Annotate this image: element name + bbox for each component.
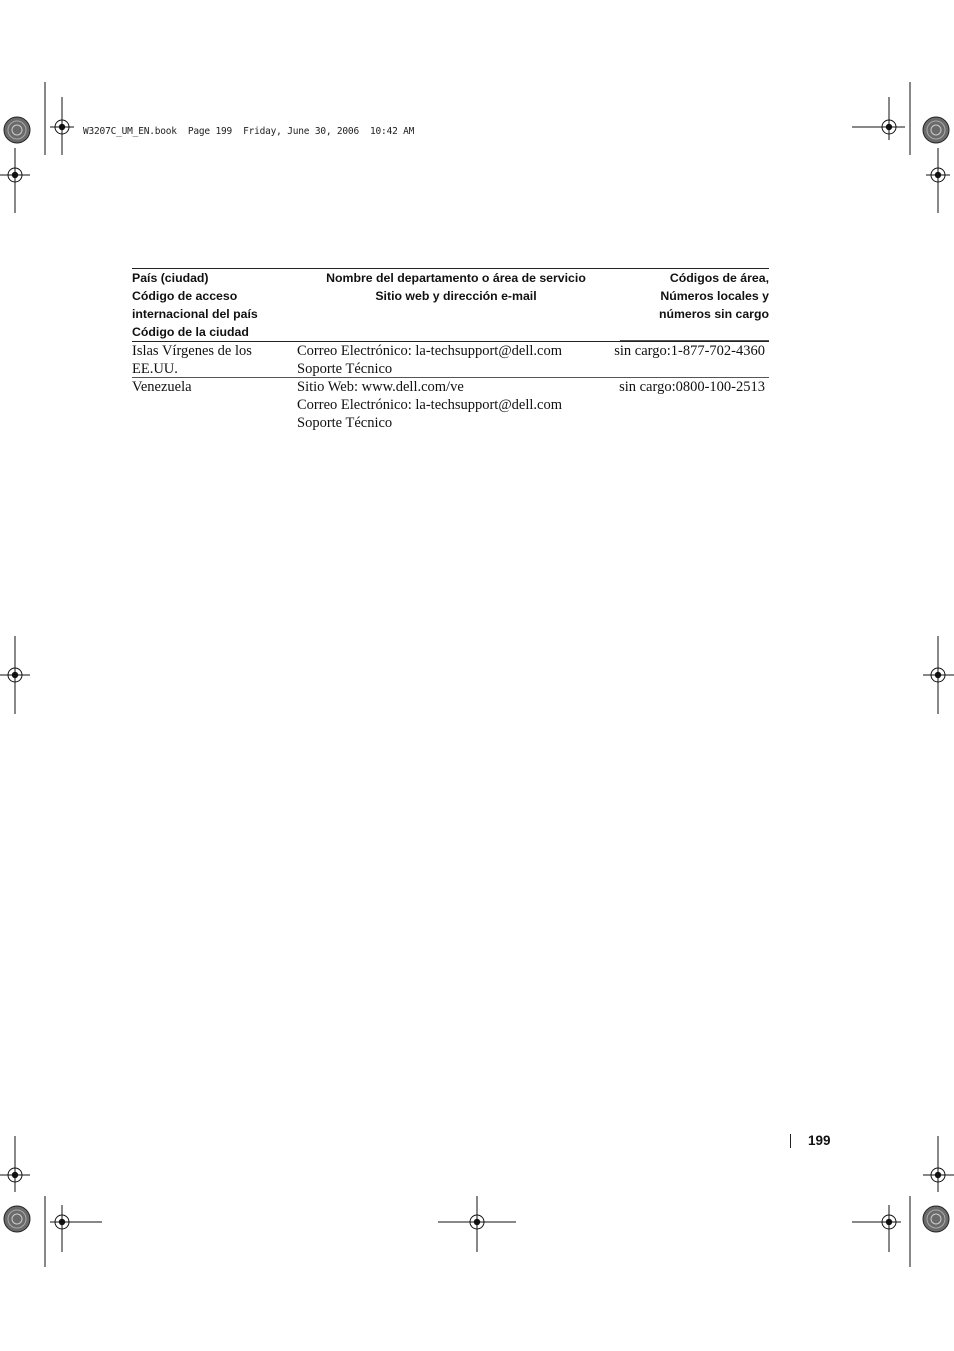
color-bar-bottom-left-icon [4,1206,30,1232]
contact-table [132,268,769,434]
row-country: Islas Vírgenes de los EE.UU. [132,343,252,377]
row-numbers: sin cargo:0800-100-2513 [619,379,765,395]
table-row [132,342,769,378]
header-country: País (ciudad) Código de acceso internacional del país Código de la ciudad [132,271,258,339]
numbers-divider [620,340,769,341]
header-service: Nombre del departamento o área de servicio Sitio web y dirección e-mail [326,271,586,303]
page-number-bar [790,1134,791,1148]
table-row [132,378,769,434]
printer-slug: W3207C_UM_EN.book Page 199 Friday, June 30, 2006 10:42 AM [83,126,415,137]
row-numbers: sin cargo:1-877-702-4360 [614,343,765,359]
header-numbers: Códigos de área, Números locales y números sin cargo [658,271,769,321]
table-header [132,268,769,342]
row-services: Correo Electrónico: la-techsupport@dell.com Soporte Técnico [297,343,563,377]
color-bar-top-right-icon [923,117,949,143]
row-country: Venezuela [132,379,192,395]
row-services: Sitio Web: www.dell.com/ve Correo Electrónico: la-techsupport@dell.com Soporte Técnico [297,379,563,431]
page-number: 199 [808,1133,831,1148]
color-bar-top-left-icon [4,117,30,143]
color-bar-bottom-right-icon [923,1206,949,1232]
